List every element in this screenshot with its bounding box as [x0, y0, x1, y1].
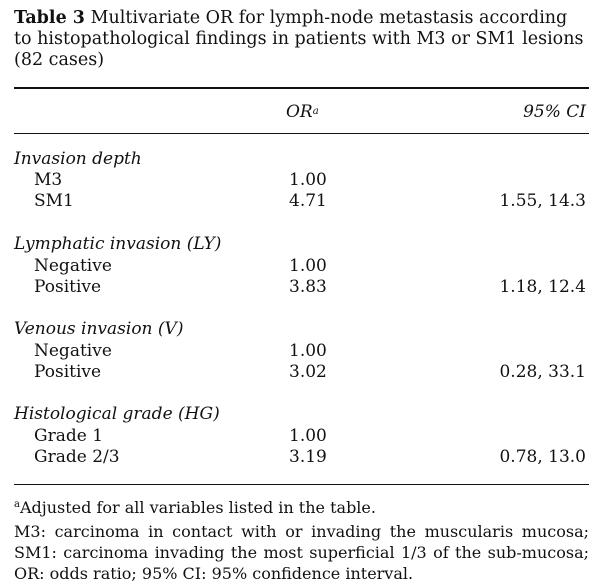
row-or: 1.00 — [289, 341, 327, 361]
row-ci: 0.28, 33.1 — [499, 362, 586, 382]
row-label: Negative — [34, 256, 112, 276]
table-footnotes — [14, 497, 589, 584]
row-label: Negative — [34, 341, 112, 361]
abbreviations-note: M3: carcinoma in contact with or invading the muscularis mucosa; SM1: carcinoma invading the most superficial 1/3 of the sub-mucosa; OR: odds ratio; 95% CI: 95% confidence interval. — [14, 522, 589, 583]
table-row — [0, 191, 600, 212]
row-ci: 1.18, 12.4 — [499, 277, 586, 297]
header-rule — [14, 133, 589, 134]
row-ci: 0.78, 13.0 — [499, 447, 586, 467]
bottom-rule — [14, 484, 589, 485]
footnote-a-text: Adjusted for all variables listed in the table. — [19, 498, 376, 517]
row-or: 4.71 — [289, 191, 327, 211]
table-row — [0, 362, 600, 383]
table-row — [0, 277, 600, 298]
footnote-a — [14, 497, 589, 521]
table-row — [0, 447, 600, 468]
footnote-a-mark: a — [14, 499, 20, 510]
table-number: Table 3 — [14, 8, 85, 28]
table-row — [0, 256, 600, 277]
or-header-text: OR — [286, 102, 313, 122]
row-or: 1.00 — [289, 256, 327, 276]
table-row — [0, 426, 600, 447]
column-header-or — [286, 102, 319, 122]
group-header-row — [0, 149, 600, 170]
row-label: SM1 — [34, 191, 74, 211]
row-or: 1.00 — [289, 170, 327, 190]
row-or: 3.02 — [289, 362, 327, 382]
row-label: Positive — [34, 362, 102, 382]
table-row — [0, 341, 600, 362]
row-label: Grade 1 — [34, 426, 104, 446]
row-label: Grade 2/3 — [34, 447, 120, 467]
group-title: Invasion depth — [14, 149, 142, 169]
group-title: Venous invasion (V) — [14, 319, 184, 339]
row-label: M3 — [34, 170, 63, 190]
group-header-row — [0, 404, 600, 425]
group-header-row — [0, 234, 600, 255]
row-ci: 1.55, 14.3 — [499, 191, 586, 211]
row-or: 3.83 — [289, 277, 327, 297]
top-rule — [14, 87, 589, 89]
or-header-footnote-mark: a — [312, 106, 319, 117]
group-title: Lymphatic invasion (LY) — [14, 234, 222, 254]
table-caption — [14, 8, 589, 71]
column-header-ci: 95% CI — [523, 102, 586, 122]
row-label: Positive — [34, 277, 102, 297]
group-title: Histological grade (HG) — [14, 404, 220, 424]
table-title: Multivariate OR for lymph-node metastasis according to histopathological findings in patients with M3 or SM1 lesions (82 cases) — [14, 8, 584, 70]
group-header-row — [0, 319, 600, 340]
table-row — [0, 170, 600, 191]
row-or: 3.19 — [289, 447, 327, 467]
row-or: 1.00 — [289, 426, 327, 446]
